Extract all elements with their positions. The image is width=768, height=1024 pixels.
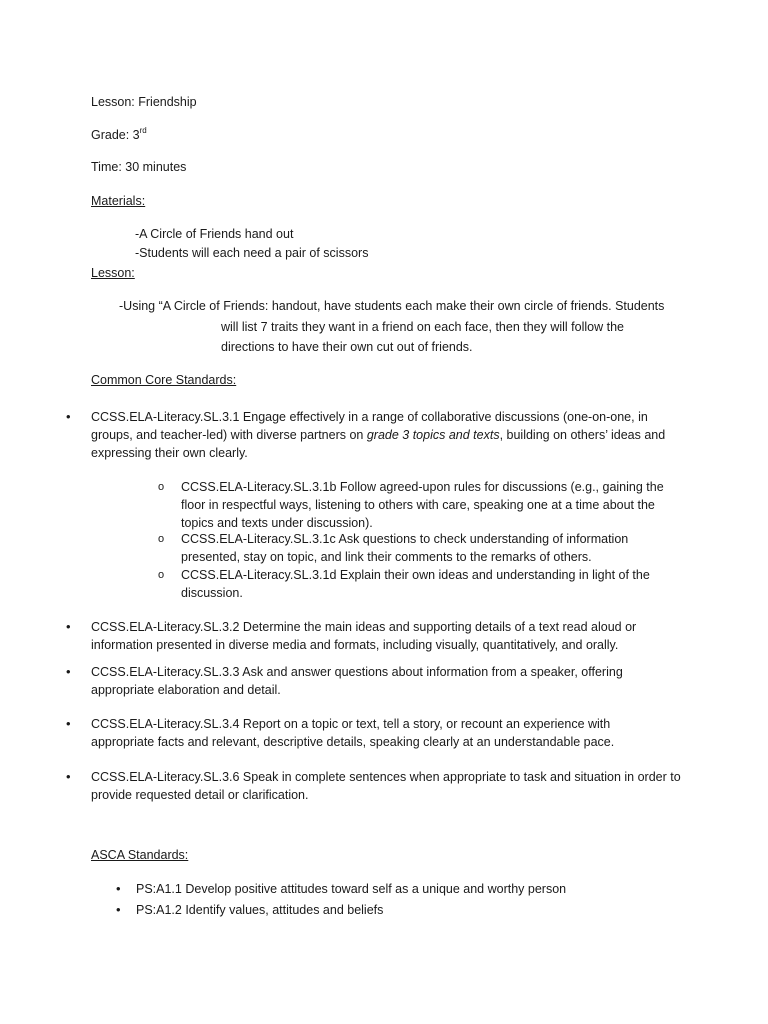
lesson-heading: Lesson: bbox=[91, 266, 135, 280]
bullet-icon: • bbox=[66, 619, 71, 634]
bullet-icon: • bbox=[66, 769, 71, 784]
ccss-item-1-line-3: expressing their own clearly. bbox=[91, 446, 248, 460]
ccss-item-3-line-2: appropriate elaboration and detail. bbox=[91, 683, 281, 697]
ccss-item-5-line-1: CCSS.ELA-Literacy.SL.3.6 Speak in complete sentences when appropriate to task and situation in order to bbox=[91, 770, 681, 784]
grade-text: Grade: 3 bbox=[91, 128, 140, 142]
asca-item-2: PS:A1.2 Identify values, attitudes and beliefs bbox=[136, 903, 384, 917]
asca-heading: ASCA Standards: bbox=[91, 848, 189, 862]
ccss-sub-2-line-2: presented, stay on topic, and link their comments to the remarks of others. bbox=[181, 550, 592, 564]
circle-bullet-icon: o bbox=[158, 533, 165, 545]
ccss-item-3-line-1: CCSS.ELA-Literacy.SL.3.3 Ask and answer questions about information from a speaker, offering bbox=[91, 665, 623, 679]
lesson-line-3: directions to have their own cut out of friends. bbox=[221, 340, 473, 354]
ccss-sub-1-line-3: topics and texts under discussion). bbox=[181, 516, 373, 530]
circle-bullet-icon: o bbox=[158, 481, 165, 493]
materials-heading: Materials: bbox=[91, 194, 146, 208]
ccss-item-1-line-2-b: , building on others’ ideas and bbox=[499, 428, 666, 442]
ccss-item-1-line-2-a: groups, and teacher-led) with diverse partners on bbox=[91, 428, 367, 442]
grade-superscript: rd bbox=[139, 125, 147, 135]
asca-item-1: PS:A1.1 Develop positive attitudes toward self as a unique and worthy person bbox=[136, 882, 567, 896]
bullet-icon: • bbox=[116, 902, 121, 917]
ccss-sub-1-line-2: floor in respectful ways, listening to others with care, speaking one at a time about the bbox=[181, 498, 655, 512]
ccss-sub-2-line-1: CCSS.ELA-Literacy.SL.3.1c Ask questions to check understanding of information bbox=[181, 532, 629, 546]
ccss-sub-1-line-1: CCSS.ELA-Literacy.SL.3.1b Follow agreed-upon rules for discussions (e.g., gaining the bbox=[181, 480, 664, 494]
time-line: Time: 30 minutes bbox=[91, 160, 187, 174]
ccss-item-5-line-2: provide requested detail or clarification. bbox=[91, 788, 309, 802]
bullet-icon: • bbox=[66, 409, 71, 424]
bullet-icon: • bbox=[116, 881, 121, 896]
ccss-item-1-line-1: CCSS.ELA-Literacy.SL.3.1 Engage effectively in a range of collaborative discussions (one-on-one, in bbox=[91, 410, 648, 424]
lesson-line-1: -Using “A Circle of Friends: handout, have students each make their own circle of friends. Students bbox=[119, 299, 665, 313]
ccss-sub-3-line-1: CCSS.ELA-Literacy.SL.3.1d Explain their own ideas and understanding in light of the bbox=[181, 568, 650, 582]
ccss-item-2-line-1: CCSS.ELA-Literacy.SL.3.2 Determine the main ideas and supporting details of a text read aloud or bbox=[91, 620, 637, 634]
common-core-heading: Common Core Standards: bbox=[91, 373, 237, 387]
ccss-item-4-line-2: appropriate facts and relevant, descriptive details, speaking clearly at an understandable pace. bbox=[91, 735, 615, 749]
ccss-item-2-line-2: information presented in diverse media and formats, including visually, quantitatively, and orally. bbox=[91, 638, 619, 652]
material-item-1: -A Circle of Friends hand out bbox=[135, 227, 294, 241]
circle-bullet-icon: o bbox=[158, 569, 165, 581]
ccss-item-1-italic: grade 3 topics and texts bbox=[366, 428, 500, 442]
ccss-item-1-line-2 bbox=[91, 426, 665, 444]
lesson-title: Lesson: Friendship bbox=[91, 95, 197, 109]
lesson-line-2: will list 7 traits they want in a friend on each face, then they will follow the bbox=[221, 320, 624, 334]
grade-line bbox=[91, 126, 147, 144]
material-item-2: -Students will each need a pair of scissors bbox=[135, 246, 369, 260]
bullet-icon: • bbox=[66, 664, 71, 679]
bullet-icon: • bbox=[66, 716, 71, 731]
ccss-item-4-line-1: CCSS.ELA-Literacy.SL.3.4 Report on a topic or text, tell a story, or recount an experience with bbox=[91, 717, 611, 731]
ccss-sub-3-line-2: discussion. bbox=[181, 586, 243, 600]
